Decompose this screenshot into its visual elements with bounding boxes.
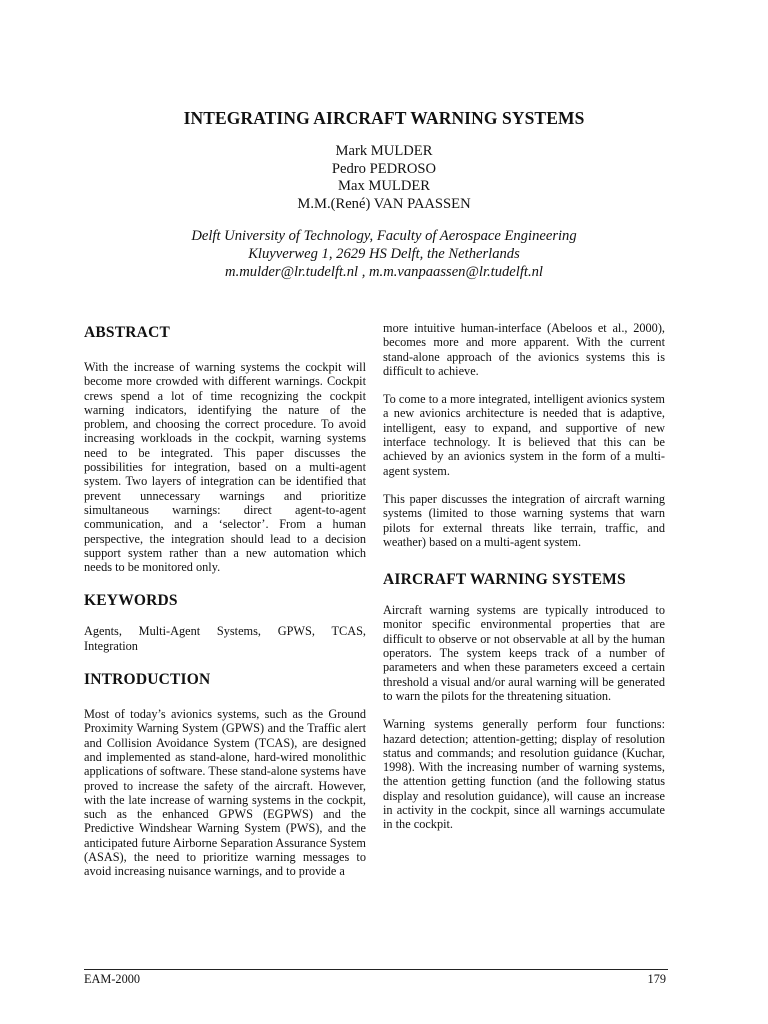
footer-page-number: 179 bbox=[647, 972, 666, 986]
affiliation bbox=[0, 227, 768, 281]
keywords-section bbox=[84, 592, 366, 653]
aws-paragraph-1: Aircraft warning systems are typically introduced to monitor specific environmental properties that are difficult to observe or not observable at all by the human operators. The system keeps track of a number of parameters and when these parameters exceed a certain threshold a visual and/or aural warning will be generated to warn the pilots for the threatening situation. bbox=[383, 603, 665, 703]
paper-title: INTEGRATING AIRCRAFT WARNING SYSTEMS bbox=[183, 108, 585, 128]
aircraft-warning-systems-section bbox=[383, 571, 665, 831]
author-name: Pedro PEDROSO bbox=[331, 160, 437, 177]
introduction-text: Most of today’s avionics systems, such as the Ground Proximity Warning System (GPWS) and the Traffic alert and Collision Avoidance System (TCAS), are designed and implemented as stand-alone, hard-wired monolithic applications of software. These stand-alone systems have proved to increase the safety of the aircraft. However, with the late increase of warning systems in the cockpit, such as the enhanced GPWS (EGPWS) and the Predictive Windshear Warning System (PWS), and the anticipated future Airborne Separation Assurance System (ASAS), the need to prioritize warning messages to avoid increasing nuisance warnings, and to provide a bbox=[84, 707, 366, 879]
left-column bbox=[84, 320, 366, 879]
abstract-heading: ABSTRACT bbox=[84, 324, 171, 341]
aircraft-warning-systems-heading: AIRCRAFT WARNING SYSTEMS bbox=[383, 571, 626, 589]
affiliation-emails: m.mulder@lr.tudelft.nl , m.m.vanpaassen@lr.tudelft.nl bbox=[225, 264, 543, 280]
footer-divider bbox=[84, 969, 668, 970]
author-name: Mark MULDER bbox=[335, 143, 433, 159]
affiliation-institution: Delft University of Technology, Faculty of Aerospace Engineering bbox=[191, 228, 577, 244]
aws-paragraph-2: Warning systems generally perform four functions: hazard detection; attention-getting; display of resolution status and commands; and resolution guidance (Kuchar, 1998). With the increasing number of warning systems, the attention getting function (and the following status display and resolution guidance), will cause an increase in activity in the cockpit, since all warnings accumulate in the cockpit. bbox=[383, 717, 665, 832]
author-name: Max MULDER bbox=[337, 178, 431, 194]
introduction-heading: INTRODUCTION bbox=[84, 671, 211, 689]
introduction-continued: more intuitive human-interface (Abeloos et al., 2000), becomes more and more apparent. With the current stand-alone approach of the avionics systems this is difficult to achieve. bbox=[383, 321, 665, 378]
introduction-paragraph-3: This paper discusses the integration of aircraft warning systems (limited to those warning systems that warn pilots for external threats like terrain, traffic, and weather) based on a multi-agent system. bbox=[383, 491, 665, 549]
abstract-text: With the increase of warning systems the cockpit will become more crowded with different warnings. Cockpit crews spend a lot of time recognizing the cockpit warning indicators, identifying the nature of the problem, and choosing the correct procedure. To avoid increasing workloads in the cockpit, warning systems need to be integrated. This paper discusses the possibilities for integration, based on a multi-agent system. Two layers of integration can be identified that prevent unnecessary warnings and prioritize simultaneous warnings: direct agent-to-agent communication, and a ‘selector’. From a human perspective, the integration should lead to a decision support system rather than a new automation which needs to be monitored only. bbox=[84, 360, 366, 575]
right-column bbox=[383, 321, 665, 832]
author-list bbox=[0, 143, 768, 213]
author-name: M.M.(René) VAN PAASSEN bbox=[297, 195, 471, 212]
introduction-paragraph-2: To come to a more integrated, intelligent avionics system a new avionics architecture is needed that is adaptive, intelligent, easy to expand, and supportive of new interface technology. It is believed that this can be achieved by an avionics system in the form of a multi-agent system. bbox=[383, 392, 665, 478]
abstract-section bbox=[84, 324, 366, 574]
keywords-text: Agents, Multi-Agent Systems, GPWS, TCAS, Integration bbox=[84, 624, 366, 653]
introduction-section bbox=[84, 671, 366, 879]
affiliation-address: Kluyverweg 1, 2629 HS Delft, the Netherlands bbox=[248, 246, 520, 262]
keywords-heading: KEYWORDS bbox=[84, 592, 178, 610]
footer-conference: EAM-2000 bbox=[84, 972, 141, 986]
